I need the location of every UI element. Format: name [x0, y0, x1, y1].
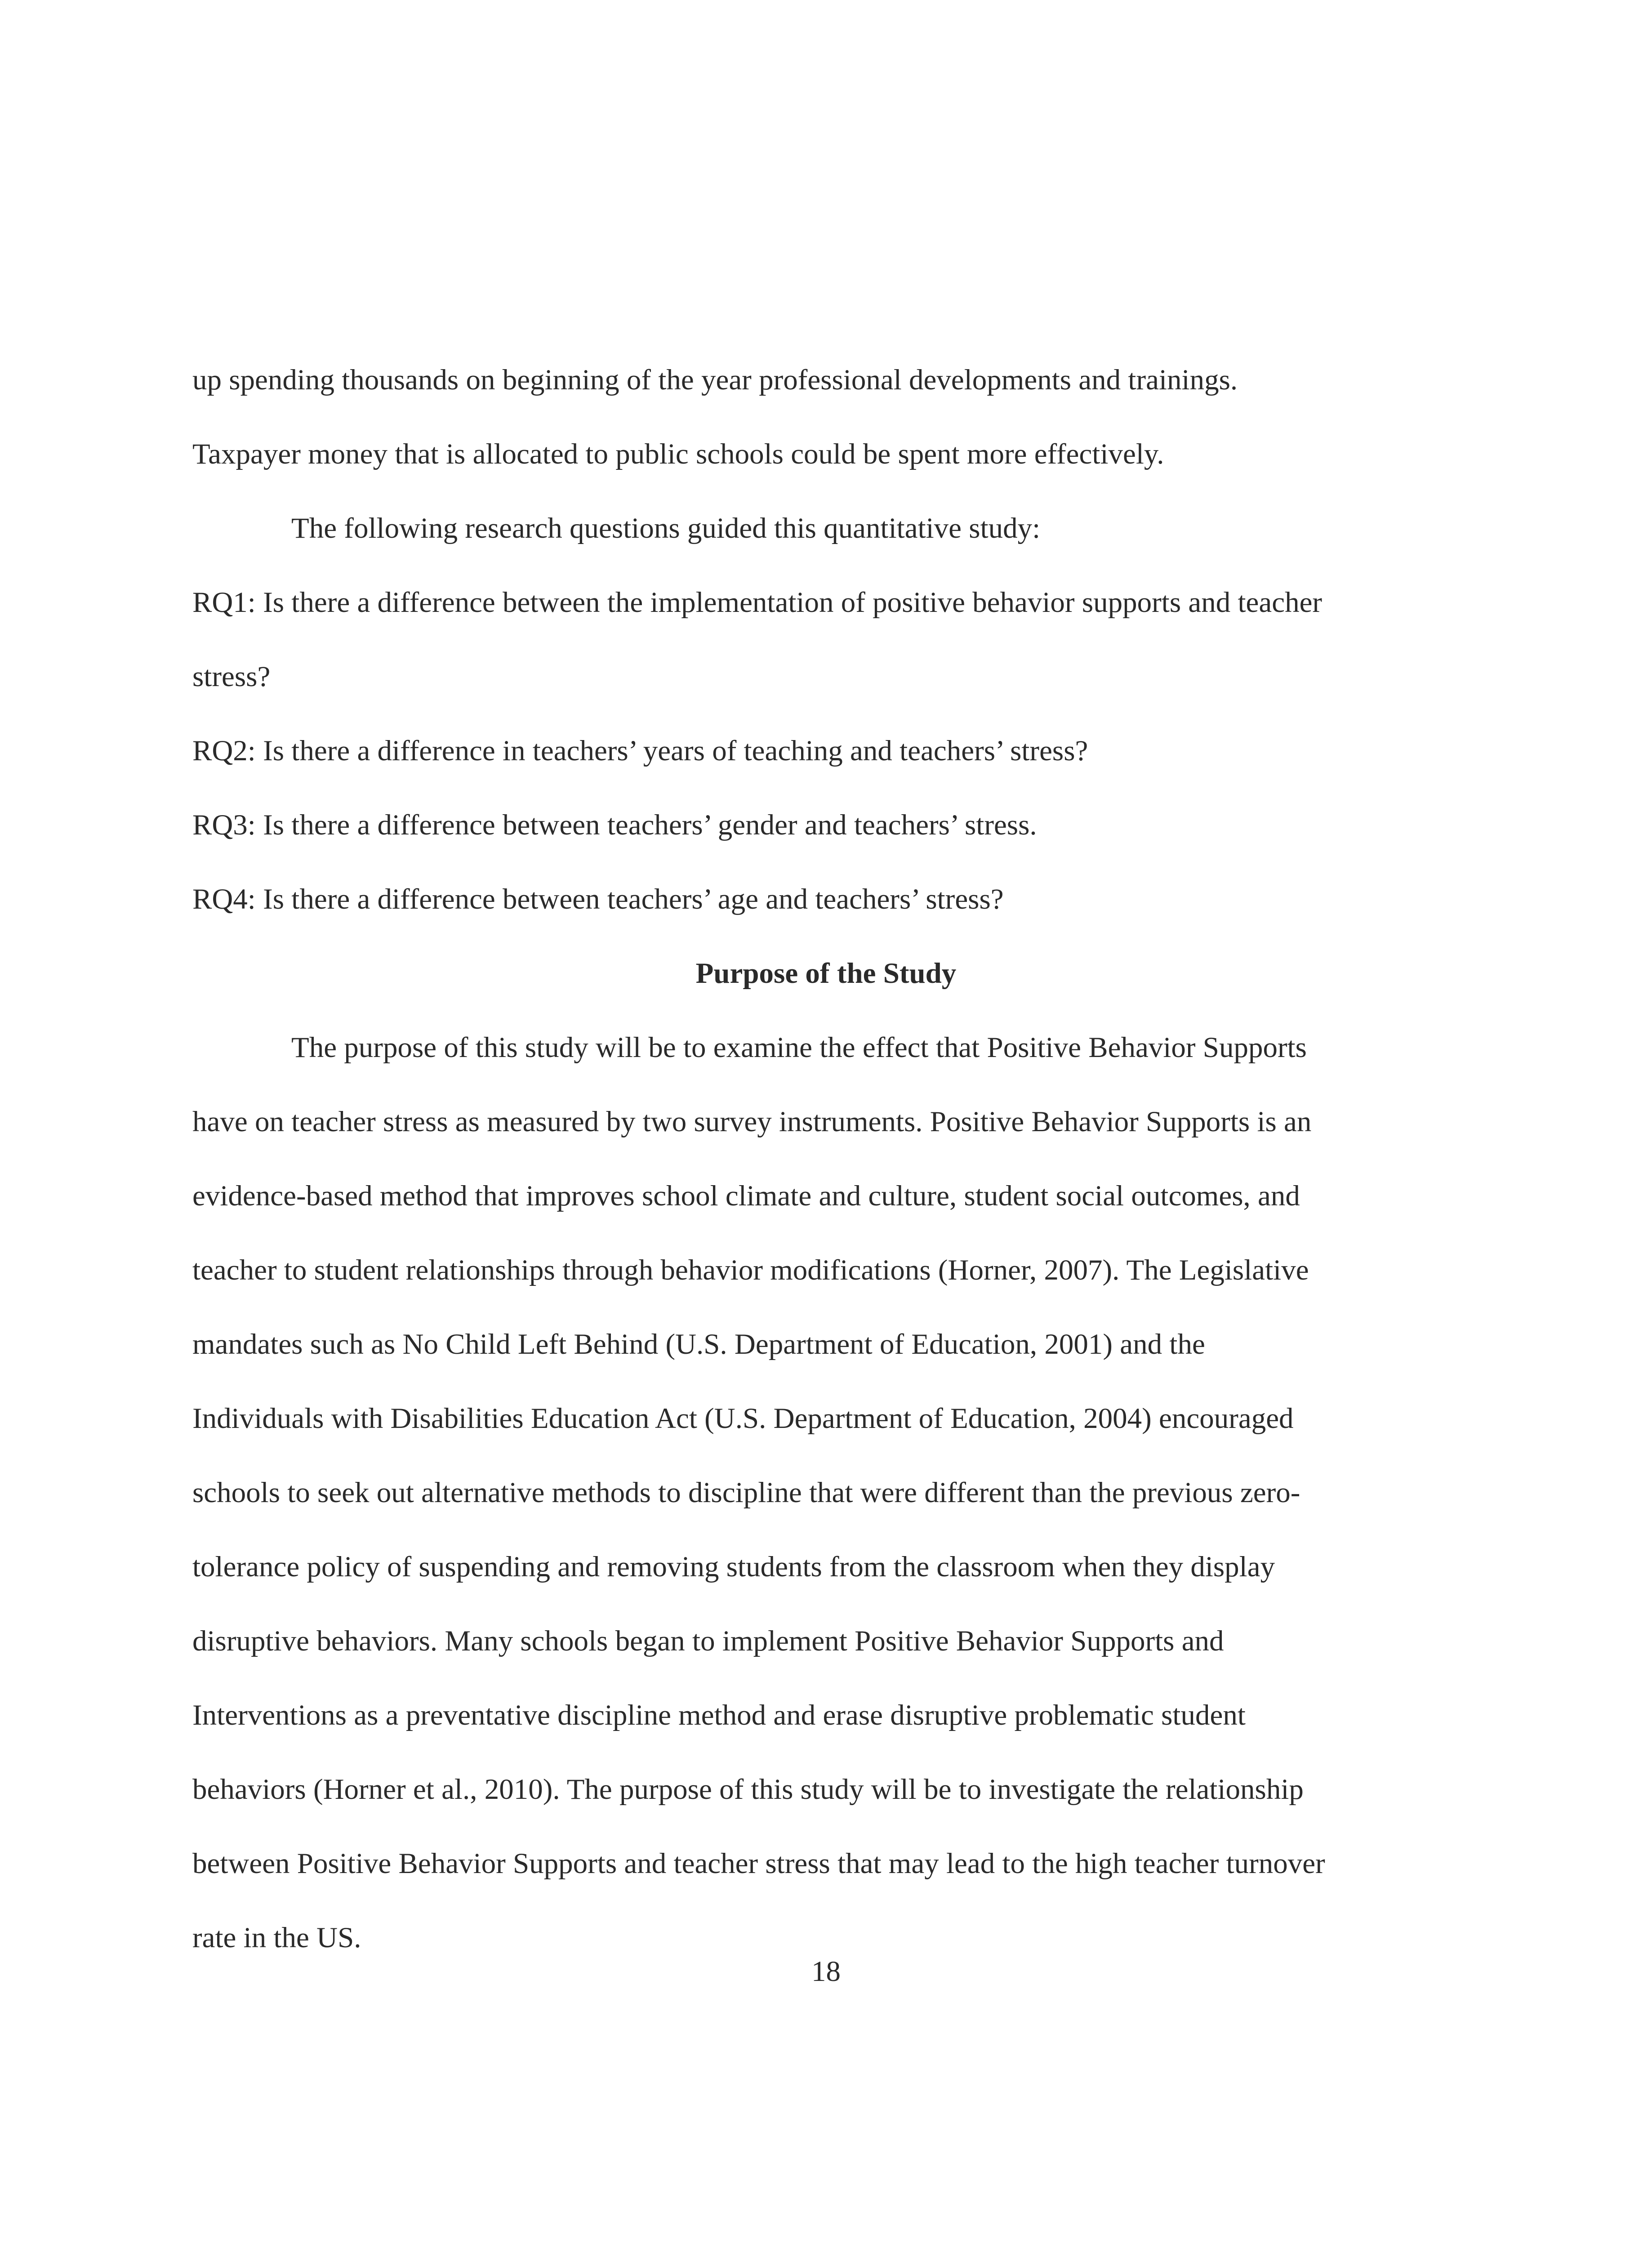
research-question-line: stress? [192, 660, 271, 693]
body-text-line: Taxpayer money that is allocated to public schools could be spent more effectively. [192, 438, 1164, 470]
body-text-line: evidence-based method that improves school climate and culture, student social outcomes, and [192, 1180, 1300, 1212]
body-text-line: have on teacher stress as measured by two survey instruments. Positive Behavior Supports is an [192, 1106, 1312, 1138]
section-heading: Purpose of the Study [695, 957, 957, 990]
body-text-line: The purpose of this study will be to examine the effect that Positive Behavior Supports [291, 1031, 1307, 1064]
body-text-line: teacher to student relationships through behavior modifications (Horner, 2007). The Legislative [192, 1254, 1309, 1286]
body-text-line: Individuals with Disabilities Education Act (U.S. Department of Education, 2004) encouraged [192, 1402, 1294, 1435]
body-text-line: rate in the US. [192, 1922, 361, 1954]
body-text-line: Interventions as a preventative discipline method and erase disruptive problematic student [192, 1699, 1246, 1731]
research-question-line: RQ4: Is there a difference between teachers’ age and teachers’ stress? [192, 883, 1004, 915]
body-text-line: disruptive behaviors. Many schools began to implement Positive Behavior Supports and [192, 1625, 1224, 1657]
research-question-line: RQ2: Is there a difference in teachers’ years of teaching and teachers’ stress? [192, 735, 1088, 767]
body-text-line: mandates such as No Child Left Behind (U.S. Department of Education, 2001) and the [192, 1328, 1205, 1360]
body-text-line: up spending thousands on beginning of the year professional developments and trainings. [192, 364, 1238, 396]
research-questions-intro: The following research questions guided this quantitative study: [291, 512, 1041, 544]
body-text-line: behaviors (Horner et al., 2010). The purpose of this study will be to investigate the relationship [192, 1773, 1304, 1806]
body-text-line: schools to seek out alternative methods to discipline that were different than the previous zero- [192, 1476, 1300, 1509]
body-text-line: tolerance policy of suspending and removing students from the classroom when they display [192, 1551, 1275, 1583]
research-question-line: RQ1: Is there a difference between the implementation of positive behavior supports and teacher [192, 586, 1322, 619]
research-question-line: RQ3: Is there a difference between teachers’ gender and teachers’ stress. [192, 809, 1037, 841]
page-number: 18 [811, 1955, 841, 1988]
body-text-line: between Positive Behavior Supports and teacher stress that may lead to the high teacher turnover [192, 1847, 1325, 1880]
